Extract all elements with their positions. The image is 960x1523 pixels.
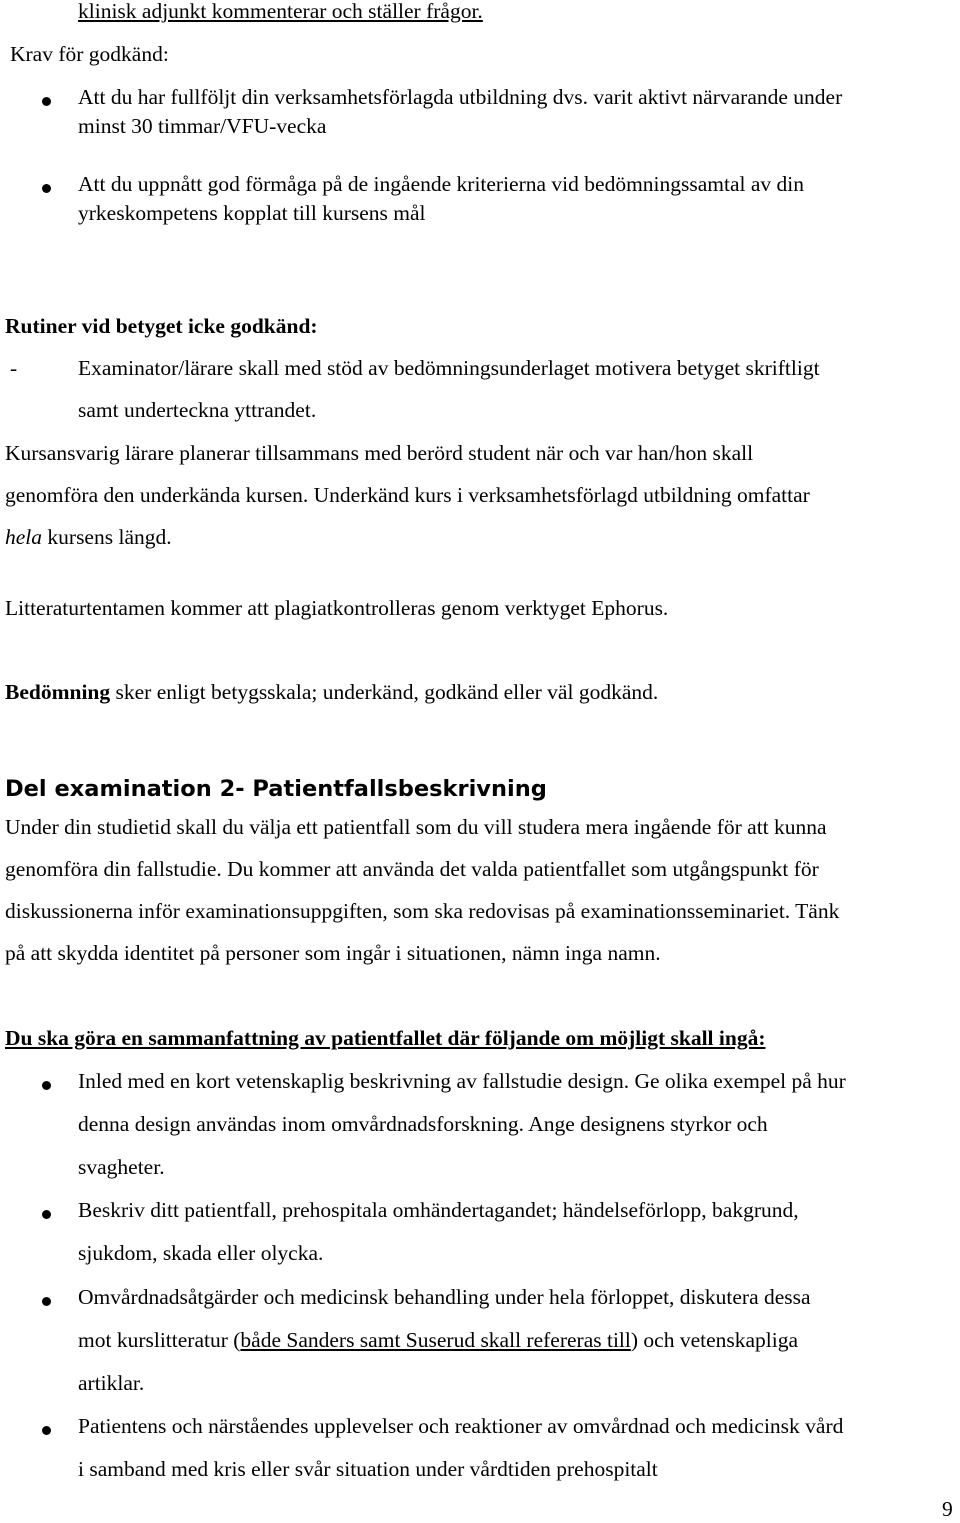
fail-routine-dash-line-1: Examinator/lärare skall med stöd av bedömningsunderlaget motivera betyget skriftligt <box>78 356 820 380</box>
pass-req-2-line-1: Att du uppnått god förmåga på de ingående kriterierna vid bedömningssamtal av din <box>78 172 805 196</box>
fail-routine-paragraph-line-3 <box>5 525 172 550</box>
summary-b4-line-2: i samband med kris eller svår situation under vårdtiden prehospitalt <box>78 1457 658 1481</box>
section2-line-4: på att skydda identitet på personer som ingår i situationen, nämn inga namn. <box>5 941 661 965</box>
summary-b2-line-1: Beskriv ditt patientfall, prehospitala omhändertagandet; händelseförlopp, bakgrund, <box>78 1198 799 1222</box>
italic-word: hela <box>5 525 43 549</box>
summary-b1-line-1: Inled med en kort vetenskaplig beskrivning av fallstudie design. Ge olika exempel på hur <box>78 1069 846 1093</box>
fail-routine-title <box>5 314 318 339</box>
bullet-icon <box>42 97 51 106</box>
fail-routine-dash-line-2: samt underteckna yttrandet. <box>78 398 317 422</box>
plagiarism-note: Litteraturtentamen kommer att plagiatkontrolleras genom verktyget Ephorus. <box>5 596 669 620</box>
summary-title-text: Du ska göra en sammanfattning av patientfallet där följande om möjligt skall ingå: <box>5 1026 766 1050</box>
bullet-icon <box>42 1426 51 1435</box>
bullet-icon <box>42 1081 51 1090</box>
section-heading: Del examination 2- Patientfallsbeskrivning <box>5 776 547 802</box>
summary-b3-line-3: artiklar. <box>78 1371 145 1395</box>
pass-requirements-title: Krav för godkänd: <box>10 42 169 66</box>
summary-b2-line-2: sjukdom, skada eller olycka. <box>78 1241 324 1265</box>
summary-title <box>5 1026 765 1051</box>
section2-line-3: diskussionerna inför examinationsuppgiften, som ska redovisas på examinationsseminariet. Tänk <box>5 899 840 923</box>
fail-routine-paragraph-line-1: Kursansvarig lärare planerar tillsammans med berörd student när och var han/hon skall <box>5 441 754 465</box>
grading-bold: Bedömning <box>5 680 111 704</box>
summary-b3-line-1: Omvårdnadsåtgärder och medicinsk behandling under hela förloppet, diskutera dessa <box>78 1285 811 1309</box>
grading-line <box>5 680 658 705</box>
underlined-reference: både Sanders samt Suserud skall refereras till <box>240 1328 631 1352</box>
bullet-icon <box>42 1297 51 1306</box>
text-b: ) och vetenskapliga <box>630 1328 799 1352</box>
summary-b1-line-2: denna design användas inom omvårdnadsforskning. Ange designens styrkor och <box>78 1112 768 1136</box>
summary-b1-line-3: svagheter. <box>78 1155 165 1179</box>
top-line: klinisk adjunkt kommenterar och ställer frågor. <box>78 0 483 23</box>
bullet-icon <box>42 184 51 193</box>
page-number: 9 <box>942 1497 953 1521</box>
fail-routine-title-text: Rutiner vid betyget icke godkänd: <box>5 314 318 338</box>
pass-req-1-line-1: Att du har fullföljt din verksamhetsförlagda utbildning dvs. varit aktivt närvarande under <box>78 85 843 109</box>
summary-b3-line-2 <box>78 1328 798 1353</box>
bullet-icon <box>42 1210 51 1219</box>
fail-routine-paragraph-line-2: genomföra den underkända kursen. Underkänd kurs i verksamhetsförlagd utbildning omfattar <box>5 483 810 507</box>
pass-req-1-line-2: minst 30 timmar/VFU-vecka <box>78 114 327 138</box>
line-rest: kursens längd. <box>42 525 172 549</box>
pass-req-2-line-2: yrkeskompetens kopplat till kursens mål <box>78 201 426 225</box>
text-a: mot kurslitteratur ( <box>78 1328 241 1352</box>
section2-line-1: Under din studietid skall du välja ett patientfall som du vill studera mera ingående för att kunna <box>5 815 827 839</box>
dash-marker: - <box>10 356 18 380</box>
grading-rest: sker enligt betygsskala; underkänd, godkänd eller väl godkänd. <box>110 680 659 704</box>
summary-b4-line-1: Patientens och närståendes upplevelser och reaktioner av omvårdnad och medicinsk vård <box>78 1414 844 1438</box>
section2-line-2: genomföra din fallstudie. Du kommer att använda det valda patientfallet som utgångspunkt för <box>5 857 819 881</box>
